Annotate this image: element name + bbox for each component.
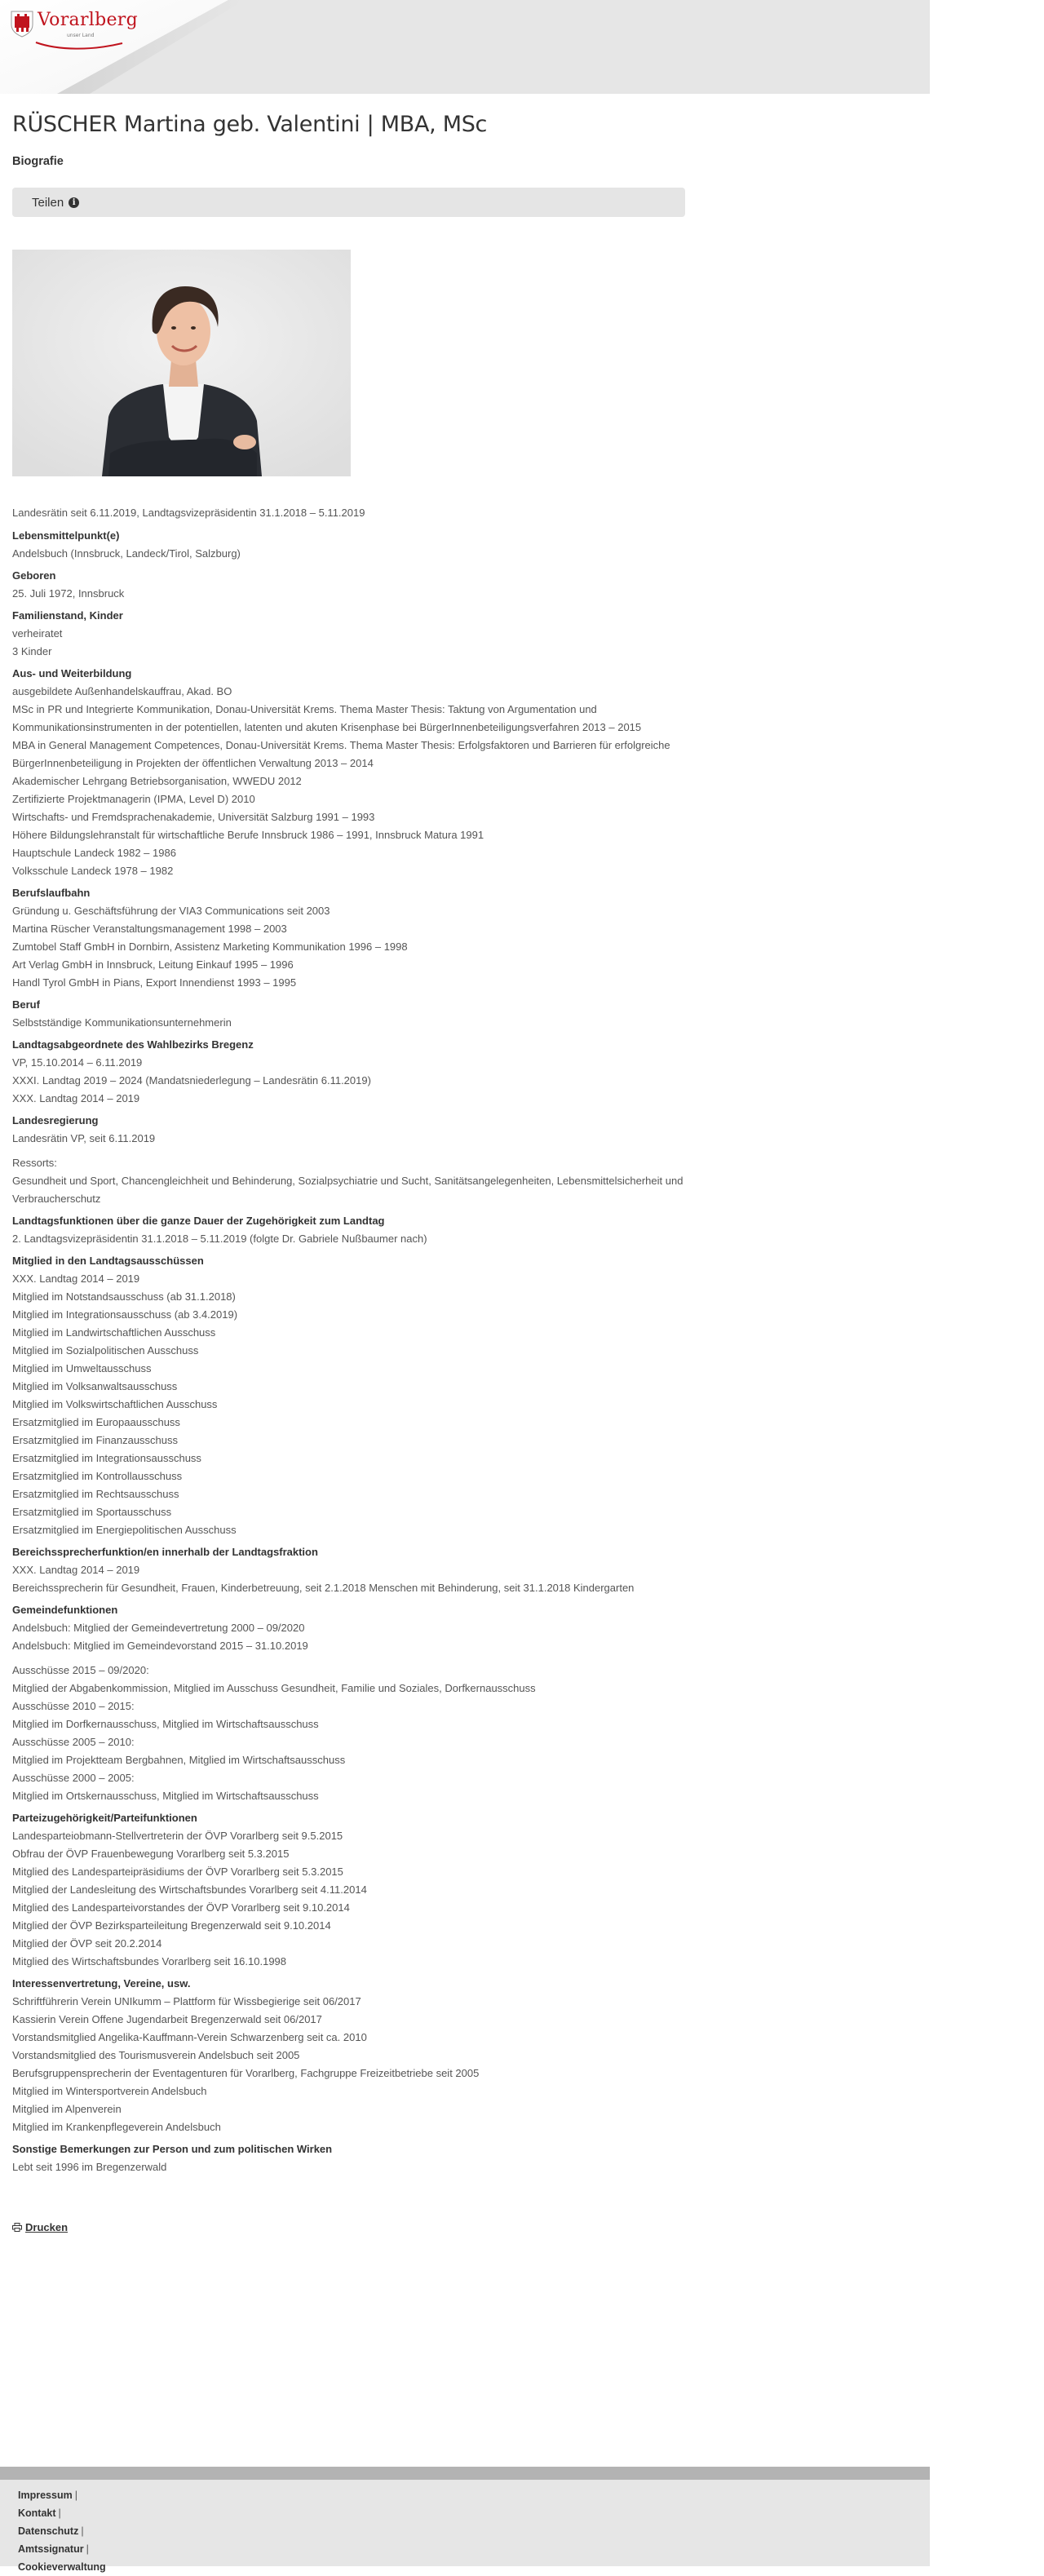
bio-section [12,1601,689,1805]
bio-line: Mitglied der Abgabenkommission, Mitglied im Ausschuss Gesundheit, Familie und Soziales, Dorfkernausschuss [12,1682,536,1694]
print-link[interactable] [12,2221,68,2233]
bio-section-title: Sonstige Bemerkungen zur Person und zum politischen Wirken [12,2143,333,2155]
bio-line: MBA in General Management Competences, Donau-Universität Krems. Thema Master Thesis: Erfolgsfaktoren und Barrieren für erfolgreiche BürgerInnenbeteiligung in Projekten der öffentlichen Verwaltung 2013 – 2014 [12,739,670,769]
bio-line: Ersatzmitglied im Kontrollausschuss [12,1470,183,1482]
vorarlberg-logo[interactable] [10,10,139,52]
bio-section [12,1975,689,2136]
bio-line: Selbstständige Kommunikationsunternehmerin [12,1016,232,1029]
print-label: Drucken [25,2221,69,2233]
bio-line: Mitglied im Ortskernausschuss, Mitglied im Wirtschaftsausschuss [12,1790,319,1802]
bio-line: Mitglied im Projektteam Bergbahnen, Mitglied im Wirtschaftsausschuss [12,1754,346,1766]
bio-section [12,665,689,880]
footer-link-label: Amtssignatur [18,2543,84,2555]
bio-line: Mitglied der Landesleitung des Wirtschaftsbundes Vorarlberg seit 4.11.2014 [12,1883,367,1896]
bio-line: Mitglied im Alpenverein [12,2103,122,2115]
footer-separator: | [58,2507,61,2519]
page-subtitle: Biografie [12,155,64,168]
bio-section-title: Lebensmittelpunkt(e) [12,529,120,542]
bio-section-title: Landesregierung [12,1114,99,1126]
bio-line: Lebt seit 1996 im Bregenzerwald [12,2161,167,2173]
bio-line: Mitglied im Notstandsausschuss (ab 31.1.2018) [12,1290,236,1303]
bio-section [12,527,689,563]
bio-line: Ressorts: [12,1157,57,1169]
bio-line: Landesparteiobmann-Stellvertreterin der ÖVP Vorarlberg seit 9.5.2015 [12,1830,343,1842]
bio-line: Handl Tyrol GmbH in Pians, Export Innendienst 1993 – 1995 [12,976,297,989]
bio-section [12,607,689,661]
bio-line: Mitglied des Wirtschaftsbundes Vorarlberg seit 16.10.1998 [12,1955,287,1967]
bio-line: Vorstandsmitglied Angelika-Kauffmann-Verein Schwarzenberg seit ca. 2010 [12,2031,367,2043]
bio-line: Mitglied im Wintersportverein Andelsbuch [12,2085,207,2097]
bio-line: Martina Rüscher Veranstaltungsmanagement 1998 – 2003 [12,923,287,935]
footer-separator: | [74,2490,77,2501]
bio-line: Mitglied des Landesparteivorstandes der ÖVP Vorarlberg seit 9.10.2014 [12,1901,350,1914]
bio-line: XXX. Landtag 2014 – 2019 [12,1564,140,1576]
bio-line: Zumtobel Staff GmbH in Dornbirn, Assistenz Marketing Kommunikation 1996 – 1998 [12,941,408,953]
bio-section-title: Mitglied in den Landtagsausschüssen [12,1255,204,1267]
bio-section [12,1252,689,1539]
printer-icon [12,2223,22,2232]
bio-section-title: Aus- und Weiterbildung [12,667,132,679]
bio-section-title: Landtagsabgeordnete des Wahlbezirks Bregenz [12,1038,254,1051]
bio-section [12,1112,689,1208]
bio-section [12,1543,689,1597]
site-header [0,0,930,94]
bio-line: Mitglied der ÖVP seit 20.2.2014 [12,1937,162,1950]
bio-line: Wirtschafts- und Fremdsprachenakademie, Universität Salzburg 1991 – 1993 [12,811,375,823]
main-content [12,104,689,2235]
bio-line: 25. Juli 1972, Innsbruck [12,587,125,600]
bio-section [12,1809,689,1971]
footer-link-kontakt[interactable] [18,2504,930,2522]
share-button[interactable] [12,188,685,217]
bio-line: MSc in PR und Integrierte Kommunikation, Donau-Universität Krems. Thema Master Thesis: Taktung von Argumentation und Kommunikationsinstrumenten in der potentiellen, latenten und akuten Krisenphase bei BürgerInnenbeteiligungsverfahren 2013 – 2015 [12,703,642,733]
bio-line: Mitglied der ÖVP Bezirksparteileitung Bregenzerwald seit 9.10.2014 [12,1919,331,1932]
bio-line: 3 Kinder [12,645,52,657]
footer-link-label: Cookieverwaltung [18,2561,106,2573]
footer-link-label: Kontakt [18,2507,56,2519]
bio-line: Ersatzmitglied im Integrationsausschuss [12,1452,201,1464]
bio-line: 2. Landtagsvizepräsidentin 31.1.2018 – 5.11.2019 (folgte Dr. Gabriele Nußbaumer nach) [12,1233,427,1245]
bio-line: Mitglied im Dorfkernausschuss, Mitglied im Wirtschaftsausschuss [12,1718,319,1730]
bio-line: XXX. Landtag 2014 – 2019 [12,1092,140,1104]
bio-line: Ausschüsse 2000 – 2005: [12,1772,135,1784]
bio-line: Mitglied im Landwirtschaftlichen Ausschuss [12,1326,216,1339]
logo-subtitle: unser Land [67,33,95,38]
bio-section [12,884,689,992]
logo-swoosh [34,41,124,51]
bio-line: Kassierin Verein Offene Jugendarbeit Bregenzerwald seit 06/2017 [12,2013,322,2025]
footer-bar [0,2467,930,2480]
bio-section-title: Beruf [12,998,40,1011]
bio-line: Höhere Bildungslehranstalt für wirtschaftliche Berufe Innsbruck 1986 – 1991, Innsbruck Matura 1991 [12,829,484,841]
footer-link-impressum[interactable] [18,2486,930,2504]
bio-line: Ersatzmitglied im Finanzausschuss [12,1434,179,1446]
bio-line: Mitglied des Landesparteipräsidiums der ÖVP Vorarlberg seit 5.3.2015 [12,1866,343,1878]
bio-section-title: Parteizugehörigkeit/Parteifunktionen [12,1812,197,1824]
bio-line: Berufsgruppensprecherin der Eventagenturen für Vorarlberg, Fachgruppe Freizeitbetriebe seit 2005 [12,2067,480,2079]
bio-line: Ausschüsse 2005 – 2010: [12,1736,135,1748]
footer-separator: | [86,2543,89,2555]
footer-link-label: Impressum [18,2490,73,2501]
bio-line: Bereichssprecherin für Gesundheit, Frauen, Kinderbetreuung, seit 2.1.2018 Menschen mit Behinderung, seit 31.1.2018 Kindergarten [12,1582,635,1594]
portrait-illustration [12,250,351,476]
bio-line: Andelsbuch: Mitglied im Gemeindevorstand 2015 – 31.10.2019 [12,1640,308,1652]
share-label: Teilen [32,195,64,210]
bio-line: Ersatzmitglied im Sportausschuss [12,1506,172,1518]
bio-line: Ausschüsse 2010 – 2015: [12,1700,135,1712]
footer-link-label: Datenschutz [18,2525,79,2537]
bio-line: Ersatzmitglied im Rechtsausschuss [12,1488,179,1500]
coat-of-arms-icon [10,10,34,38]
logo-text: Vorarlberg [38,10,139,30]
bio-section [12,1036,689,1108]
bio-line: Landesrätin VP, seit 6.11.2019 [12,1132,156,1144]
bio-line: Volksschule Landeck 1978 – 1982 [12,865,174,877]
bio-line: Akademischer Lehrgang Betriebsorganisation, WWEDU 2012 [12,775,302,787]
bio-line: Andelsbuch: Mitglied der Gemeindevertretung 2000 – 09/2020 [12,1622,305,1634]
bio-line: Mitglied im Volkswirtschaftlichen Ausschuss [12,1398,218,1410]
bio-line: Mitglied im Sozialpolitischen Ausschuss [12,1344,199,1357]
bio-line: VP, 15.10.2014 – 6.11.2019 [12,1056,143,1069]
bio-section-title: Interessenvertretung, Vereine, usw. [12,1977,191,1990]
bio-line: Vorstandsmitglied des Tourismusverein Andelsbuch seit 2005 [12,2049,300,2061]
portrait-photo [12,250,351,476]
bio-section-title: Gemeindefunktionen [12,1604,118,1616]
bio-line: Hauptschule Landeck 1982 – 1986 [12,847,176,859]
bio-section [12,1212,689,1248]
bio-line: ausgebildete Außenhandelskauffrau, Akad. BO [12,685,232,697]
bio-line: Gründung u. Geschäftsführung der VIA3 Communications seit 2003 [12,905,330,917]
bio-section [12,567,689,603]
page-title: RÜSCHER Martina geb. Valentini | MBA, MSc [12,112,488,137]
bio-line: Ausschüsse 2015 – 09/2020: [12,1664,149,1676]
site-footer [0,2480,930,2573]
bio-line: Schriftführerin Verein UNIkumm – Plattform für Wissbegierige seit 06/2017 [12,1995,361,2007]
bio-section-title: Berufslaufbahn [12,887,91,899]
bio-line: XXX. Landtag 2014 – 2019 [12,1273,140,1285]
footer-link-cookieverwaltung[interactable] [18,2558,930,2576]
bio-section-title: Familienstand, Kinder [12,609,123,622]
footer-link-datenschutz[interactable] [18,2522,930,2540]
info-icon: i [69,197,79,208]
bio-line: Art Verlag GmbH in Innsbruck, Leitung Einkauf 1995 – 1996 [12,958,294,971]
bio-line: Zertifizierte Projektmanagerin (IPMA, Level D) 2010 [12,793,255,805]
bio-line: Obfrau der ÖVP Frauenbewegung Vorarlberg seit 5.3.2015 [12,1848,290,1860]
bio-line: verheiratet [12,627,63,640]
bio-line: Mitglied im Krankenpflegeverein Andelsbuch [12,2121,221,2133]
footer-link-amtssignatur[interactable] [18,2540,930,2558]
bio-intro: Landesrätin seit 6.11.2019, Landtagsvizepräsidentin 31.1.2018 – 5.11.2019 [12,507,365,519]
bio-line: Mitglied im Volksanwaltsausschuss [12,1380,178,1392]
bio-line: Gesundheit und Sport, Chancengleichheit und Behinderung, Sozialpsychiatrie und Sucht, Sanitätsangelegenheiten, Lebensmittelsicherheit und Verbraucherschutz [12,1175,683,1205]
bio-section-title: Geboren [12,569,56,582]
bio-line: Mitglied im Integrationsausschuss (ab 3.4.2019) [12,1308,238,1321]
bio-section [12,2140,689,2176]
footer-separator: | [81,2525,84,2537]
bio-line: Andelsbuch (Innsbruck, Landeck/Tirol, Salzburg) [12,547,241,560]
bio-line: Ersatzmitglied im Energiepolitischen Ausschuss [12,1524,237,1536]
bio-line: XXXI. Landtag 2019 – 2024 (Mandatsniederlegung – Landesrätin 6.11.2019) [12,1074,371,1087]
biography [12,504,689,2176]
bio-line: Mitglied im Umweltausschuss [12,1362,152,1374]
bio-line: Ersatzmitglied im Europaausschuss [12,1416,180,1428]
bio-section-title: Bereichssprecherfunktion/en innerhalb der Landtagsfraktion [12,1546,318,1558]
bio-section [12,996,689,1032]
bio-section-title: Landtagsfunktionen über die ganze Dauer der Zugehörigkeit zum Landtag [12,1215,385,1227]
header-wedge [0,0,930,94]
